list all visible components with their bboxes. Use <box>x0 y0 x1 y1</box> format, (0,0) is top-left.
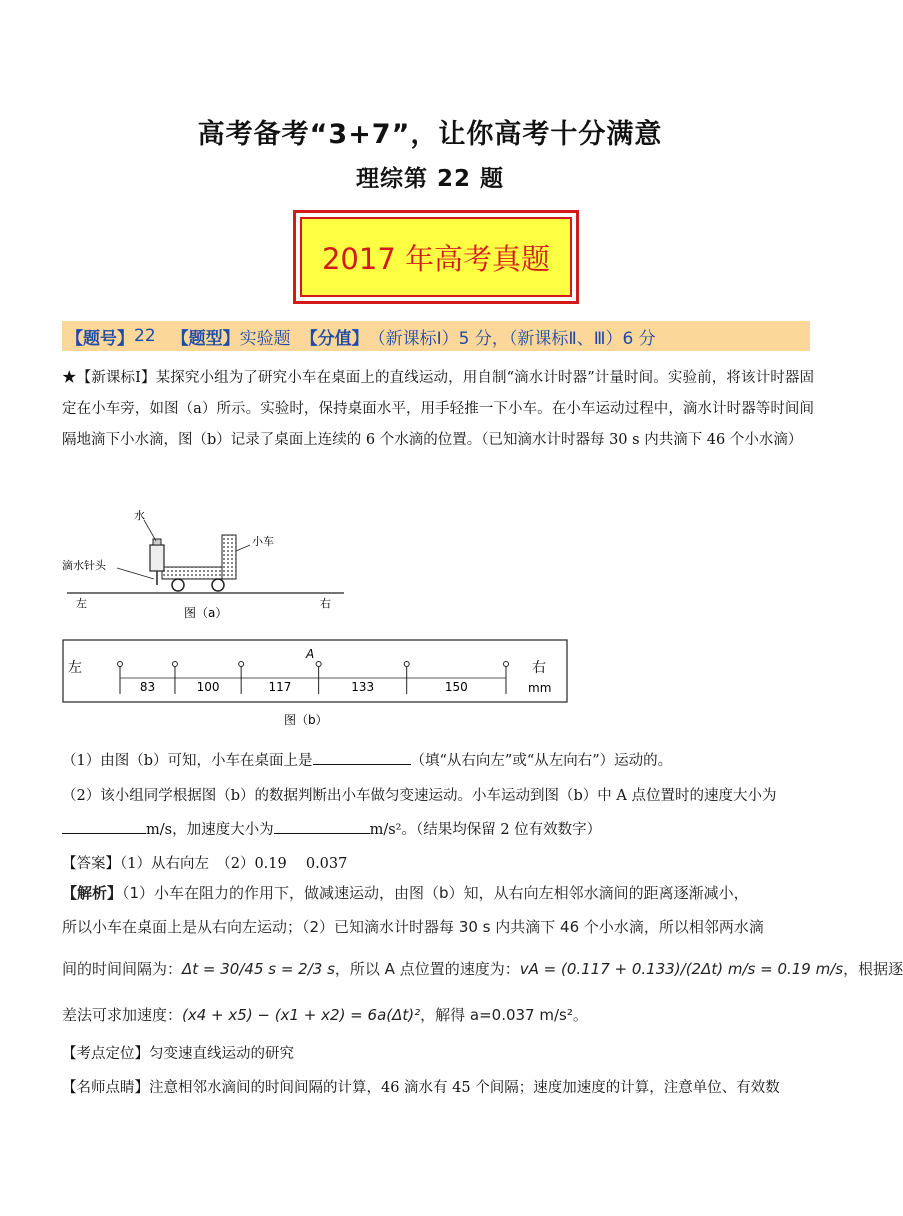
analysis-line-3 <box>62 958 903 979</box>
kaodian-text: 匀变速直线运动的研究 <box>149 1046 294 1062</box>
q1-suffix: （填“从右向左”或“从左向右”）运动的。 <box>410 753 673 769</box>
answer-row <box>62 852 347 873</box>
label-unit-b: mm <box>528 681 552 695</box>
bottle-cap <box>153 539 161 545</box>
water-drop <box>316 662 321 667</box>
wheel-left <box>172 579 184 591</box>
car-leader <box>236 545 250 551</box>
water-drop <box>118 662 123 667</box>
kaodian-label: 【考点定位】 <box>62 1046 149 1062</box>
label-left-b: 左 <box>68 660 82 676</box>
formula-va: vA = (0.117 + 0.133)/(2Δt) m/s = 0.19 m/s <box>519 960 844 978</box>
analysis-text-3b: ，所以 A 点位置的速度为： <box>334 960 520 978</box>
mingshi-row <box>62 1076 780 1097</box>
mingshi-text: 注意相邻水滴间的时间间隔的计算，46 滴水有 45 个间隔；速度加速度的计算，注意单位、有效数 <box>149 1080 780 1096</box>
q2-velocity-blank[interactable] <box>62 819 146 834</box>
distance-label: 150 <box>444 680 468 694</box>
kaodian-row <box>62 1042 294 1063</box>
distance-label: 83 <box>139 680 156 694</box>
question-meta-bar <box>62 321 810 351</box>
analysis-text-1: （1）小车在阻力的作用下，做减速运动，由图（b）知，从右向左相邻水滴间的距离逐渐减小， <box>122 884 749 902</box>
figure-b <box>62 638 582 730</box>
q2-unit1: m/s，加速度大小为 <box>146 822 274 838</box>
distance-label: 117 <box>268 680 292 694</box>
meta-type-label: 【题型】 <box>171 328 240 349</box>
analysis-text-4b: ，解得 a=0.037 m/s²。 <box>420 1006 588 1024</box>
water-drop <box>239 662 244 667</box>
question-2-line2 <box>62 818 601 839</box>
label-water: 水 <box>134 509 145 522</box>
water-drop <box>504 662 509 667</box>
q2-acceleration-blank[interactable] <box>274 819 370 834</box>
wheel-right <box>212 579 224 591</box>
analysis-text-4a: 差法可求加速度： <box>62 1006 183 1024</box>
label-point-a: A <box>306 647 315 661</box>
meta-score-label: 【分值】 <box>300 328 369 349</box>
answer-label: 【答案】 <box>62 856 120 872</box>
water-drop <box>172 662 177 667</box>
document-subtitle: 理综第 22 题 <box>355 166 505 192</box>
question-2-line1: （2）该小组同学根据图（b）的数据判断出小车做匀变速运动。小车运动到图（b）中 A 点位置时的速度大小为 <box>62 788 777 804</box>
q1-prefix: （1）由图（b）可知，小车在桌面上是 <box>62 753 313 769</box>
analysis-line-4 <box>62 1004 814 1025</box>
water-bottle <box>150 545 164 571</box>
meta-type: 实验题 <box>239 328 291 349</box>
meta-num: 22 <box>134 326 156 346</box>
analysis-label: 【解析】 <box>62 884 123 902</box>
formula-acceleration: (x4 + x5) − (x1 + x2) = 6a(Δt)² <box>182 1006 421 1024</box>
car-post <box>222 535 236 579</box>
label-right-b: 右 <box>532 660 546 676</box>
distance-label: 100 <box>196 680 220 694</box>
question-stem: ★【新课标Ⅰ】某探究小组为了研究小车在桌面上的直线运动，用自制“滴水计时器”计量时间。实验前，将该计时器固定在小车旁，如图（a）所示。实验时，保持桌面水平，用手轻推一下小车。在小车运动过程中，滴水计时器等时间间隔地滴下小水滴，图（b）记录了桌面上连续的 6 个水滴的位置。（已知滴水计时器每 30 s 内共滴下 46 个小水滴） <box>62 370 814 448</box>
needle-leader <box>117 568 154 579</box>
exam-banner <box>293 210 579 304</box>
label-right-a: 右 <box>320 597 331 610</box>
distance-label: 133 <box>351 680 375 694</box>
label-left-a: 左 <box>76 597 87 610</box>
label-needle: 滴水针头 <box>62 559 106 572</box>
caption-b: 图（b） <box>284 713 328 727</box>
figure-a <box>62 505 352 625</box>
document-title: 高考备考“3+7”，让你高考十分满意 <box>197 119 663 150</box>
q2-unit2: m/s²。（结果均保留 2 位有效数字） <box>369 822 602 838</box>
mingshi-label: 【名师点睛】 <box>62 1080 149 1096</box>
analysis-text-3c: ，根据逐 <box>843 960 903 978</box>
exam-banner-text: 2017 年高考真题 <box>300 217 572 297</box>
water-drop <box>404 662 409 667</box>
water-leader <box>144 520 156 541</box>
analysis-line-2: 所以小车在桌面上是从右向左运动；（2）已知滴水计时器每 30 s 内共滴下 46 个小水滴，所以相邻两水滴 <box>62 918 764 936</box>
analysis-line-1 <box>62 882 814 903</box>
label-car: 小车 <box>252 535 274 548</box>
meta-score: （新课标Ⅰ）5 分，（新课标Ⅱ、Ⅲ）6 分 <box>368 328 656 349</box>
answer-text: （1）从右向左 （2）0.19 0.037 <box>120 856 348 872</box>
question-1 <box>62 749 672 770</box>
meta-num-label: 【题号】 <box>66 328 134 349</box>
formula-dt: Δt = 30/45 s = 2/3 s <box>182 960 335 978</box>
tape-frame <box>63 640 567 702</box>
analysis-text-3a: 间的时间间隔为： <box>62 960 183 978</box>
q1-answer-blank[interactable] <box>313 750 411 765</box>
caption-a: 图（a） <box>184 606 228 620</box>
